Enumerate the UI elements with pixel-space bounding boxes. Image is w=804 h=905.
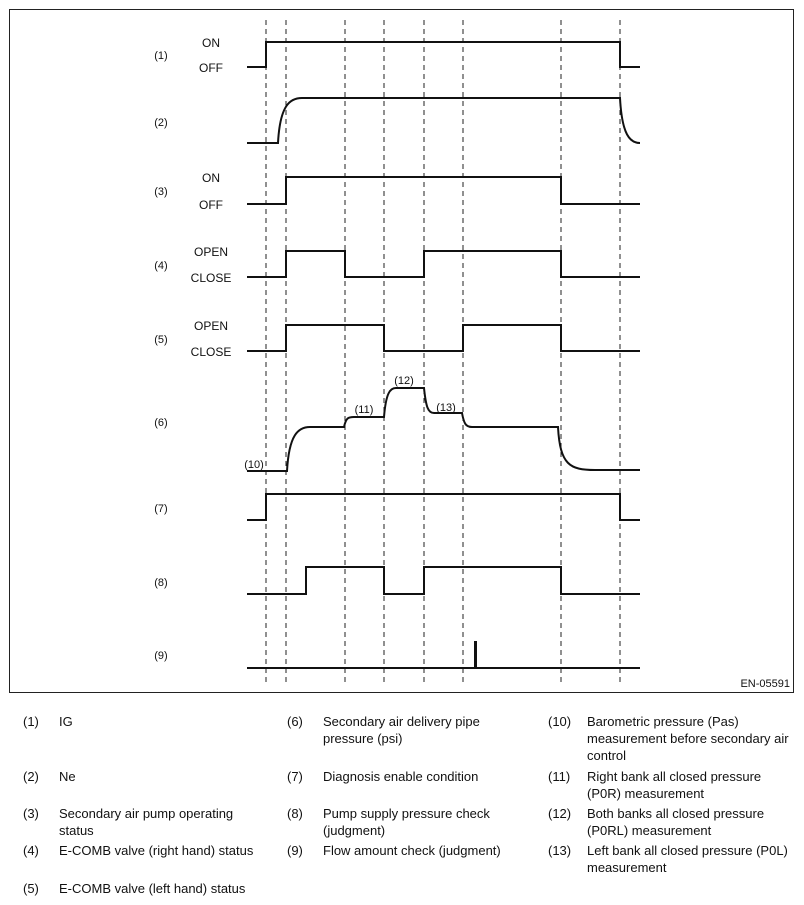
row-5-high-label: OPEN — [193, 319, 229, 333]
row-number-3: (3) — [154, 186, 168, 198]
signal-trace-3 — [247, 177, 640, 204]
signal-trace-8 — [247, 567, 640, 594]
row-4-low-label: CLOSE — [190, 271, 232, 285]
timing-diagram-frame — [9, 9, 794, 693]
row-number-6: (6) — [154, 417, 168, 429]
row-number-8: (8) — [154, 577, 168, 589]
row-3-low-label: OFF — [199, 198, 223, 212]
row-number-2: (2) — [154, 117, 168, 129]
annotation-11: (11) — [354, 404, 374, 416]
annotation-12: (12) — [394, 375, 414, 387]
row-number-5: (5) — [154, 334, 168, 346]
timing-diagram — [10, 10, 795, 694]
row-number-1: (1) — [154, 50, 168, 62]
row-number-4: (4) — [154, 260, 168, 272]
signal-trace-6 — [247, 388, 640, 471]
row-1-low-label: OFF — [199, 61, 223, 75]
signal-trace-4 — [247, 251, 640, 277]
row-5-low-label: CLOSE — [190, 345, 232, 359]
flow-check-pulse — [474, 641, 477, 668]
annotation-10: (10) — [244, 459, 264, 471]
annotation-13: (13) — [436, 402, 456, 414]
signal-trace-7 — [247, 494, 640, 520]
signal-trace-5 — [247, 325, 640, 351]
row-4-high-label: OPEN — [193, 245, 229, 259]
signal-trace-1 — [247, 42, 640, 67]
figure-code: EN-05591 — [740, 678, 790, 690]
row-3-high-label: ON — [202, 171, 220, 185]
row-1-high-label: ON — [202, 36, 220, 50]
row-number-9: (9) — [154, 650, 168, 662]
row-number-7: (7) — [154, 503, 168, 515]
signal-trace-2 — [247, 98, 640, 143]
